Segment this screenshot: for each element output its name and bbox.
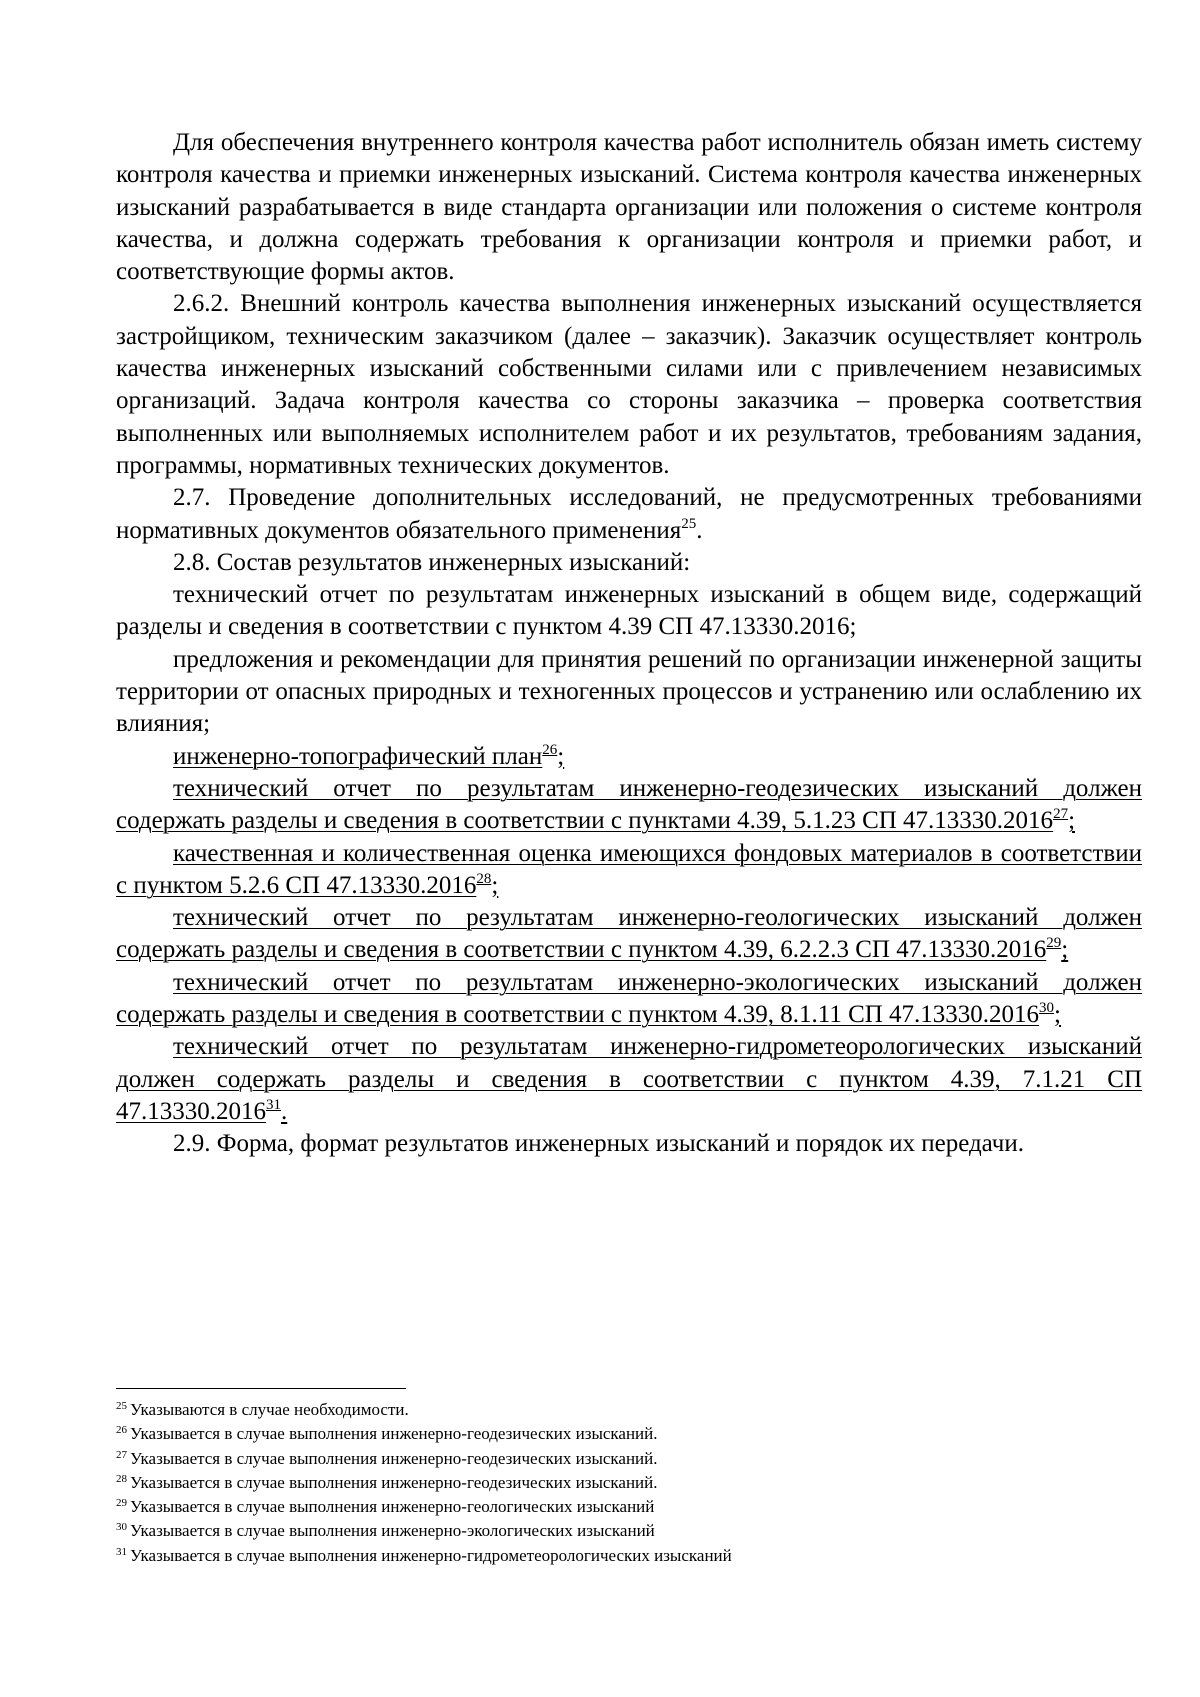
- paragraph-punct: ;: [1068, 807, 1076, 835]
- paragraph-text: 2.7. Проведение дополнительных исследований, не предусмотренных требованиями нормативных документов обязательного применения: [116, 484, 1142, 544]
- footnote-ref[interactable]: 27: [1053, 806, 1069, 823]
- paragraph: [116, 1128, 1142, 1160]
- paragraph: [116, 127, 1142, 288]
- paragraph-text: технический отчет по результатам инженерно-экологических изысканий должен содержать разделы и сведения в соответствии с пунктом 4.39, 8.1.11 СП 47.13330.2016: [116, 968, 1142, 1029]
- footnote-number: 29: [116, 1497, 127, 1510]
- paragraph-text: инженерно-топографический план: [173, 742, 543, 770]
- paragraph-text: технический отчет по результатам инженерно-геодезических изысканий должен содержать разделы и сведения в соответствии с пунктами 4.39, 5.1.23 СП 47.13330.2016: [116, 774, 1142, 835]
- footnote: [116, 1398, 1142, 1422]
- paragraph: [116, 741, 1142, 773]
- footnote-ref[interactable]: 26: [542, 741, 558, 758]
- footnote-text: Указывается в случае выполнения инженерно-геодезических изысканий.: [130, 1448, 658, 1468]
- paragraph: [116, 967, 1142, 1032]
- footnote: [116, 1422, 1142, 1446]
- footnote-ref[interactable]: 29: [1046, 935, 1062, 952]
- paragraph-text: Для обеспечения внутреннего контроля качества работ исполнитель обязан иметь систему контроля качества и приемки инженерных изысканий. Система контроля качества инженерных изысканий разрабатывается в виде стандарта организации или положения о системе контроля качества, и должна содержать требования к организации контроля и приемки работ, и соответствующие формы актов.: [116, 129, 1142, 286]
- paragraph-punct: .: [696, 516, 703, 544]
- footnote: [116, 1544, 1142, 1568]
- footnote-number: 30: [116, 1521, 127, 1534]
- footnote-text: Указывается в случае выполнения инженерно-геодезических изысканий.: [130, 1472, 658, 1492]
- footnote: [116, 1519, 1142, 1543]
- footnote-ref[interactable]: 25: [681, 515, 697, 532]
- footnote-text: Указываются в случае необходимости.: [130, 1400, 409, 1419]
- paragraph: [116, 1031, 1142, 1128]
- paragraph: [116, 902, 1142, 967]
- footnote-number: 27: [116, 1448, 127, 1461]
- footnote-ref[interactable]: 28: [476, 870, 492, 887]
- paragraph-text: 2.8. Состав результатов инженерных изысканий:: [173, 548, 691, 576]
- paragraph-text: 2.6.2. Внешний контроль качества выполнения инженерных изысканий осуществляется застройщиком, техническим заказчиком (далее – заказчик). Заказчик осуществляет контроль качества инженерных изысканий собственными силами или с привлечением независимых организаций. Задача контроля качества со стороны заказчика – проверка соответствия выполненных или выполняемых исполнителем работ и их результатов, требованиям задания, программы, нормативных технических документов.: [116, 290, 1142, 479]
- footnote-text: Указывается в случае выполнения инженерно-экологических изысканий: [130, 1521, 655, 1541]
- paragraph: [116, 773, 1142, 838]
- paragraph: [116, 547, 1142, 579]
- paragraph-text: технический отчет по результатам инженерных изысканий в общем виде, содержащий разделы и сведения в соответствии с пунктом 4.39 СП 47.13330.2016;: [116, 581, 1142, 641]
- paragraph-text: предложения и рекомендации для принятия решений по организации инженерной защиты территории от опасных природных и техногенных процессов и устранению или ослаблению их влияния;: [116, 645, 1142, 738]
- paragraph-text: технический отчет по результатам инженерно-геологических изысканий должен содержать разделы и сведения в соответствии с пунктом 4.39, 6.2.2.3 СП 47.13330.2016: [116, 904, 1142, 964]
- paragraph: [116, 288, 1142, 482]
- footnote-number: 31: [116, 1545, 127, 1558]
- footnote-ref[interactable]: 31: [266, 1096, 281, 1113]
- paragraph: [116, 838, 1142, 903]
- paragraph-text: качественная и количественная оценка имеющихся фондовых материалов в соответствии с пунктом 5.2.6 СП 47.13330.2016: [116, 839, 1142, 899]
- paragraph: [116, 482, 1142, 547]
- footnote-text: Указывается в случае выполнения инженерно-геологических изысканий: [130, 1497, 655, 1517]
- footnote-number: 25: [116, 1400, 127, 1412]
- footnote: [116, 1447, 1142, 1471]
- footnote: [116, 1495, 1142, 1519]
- paragraph-punct: .: [281, 1097, 288, 1125]
- paragraph-text: технический отчет по результатам инженерно-гидрометеорологических изысканий должен содержать разделы и сведения в соответствии с пунктом 4.39, 7.1.21 СП 47.13330.2016: [116, 1033, 1142, 1125]
- footnote-number: 26: [116, 1424, 127, 1437]
- footnote: [116, 1471, 1142, 1495]
- footnote-text: Указывается в случае выполнения инженерно-гидрометеорологических изысканий: [130, 1545, 732, 1565]
- paragraph: [116, 644, 1142, 741]
- paragraph-text: 2.9. Форма, формат результатов инженерных изысканий и порядок их передачи.: [173, 1130, 1024, 1158]
- footnote-text: Указывается в случае выполнения инженерно-геодезических изысканий.: [130, 1424, 658, 1444]
- paragraph-punct: ;: [1054, 1001, 1061, 1029]
- footnote-number: 28: [116, 1472, 127, 1485]
- paragraph-punct: ;: [557, 742, 565, 770]
- paragraph-punct: ;: [491, 871, 499, 899]
- footnote-separator: [116, 1388, 406, 1389]
- body-text: [116, 127, 1142, 1161]
- footnotes: [116, 1398, 1142, 1568]
- paragraph: [116, 579, 1142, 644]
- footnote-ref[interactable]: 30: [1039, 1000, 1055, 1017]
- paragraph-punct: ;: [1061, 936, 1069, 964]
